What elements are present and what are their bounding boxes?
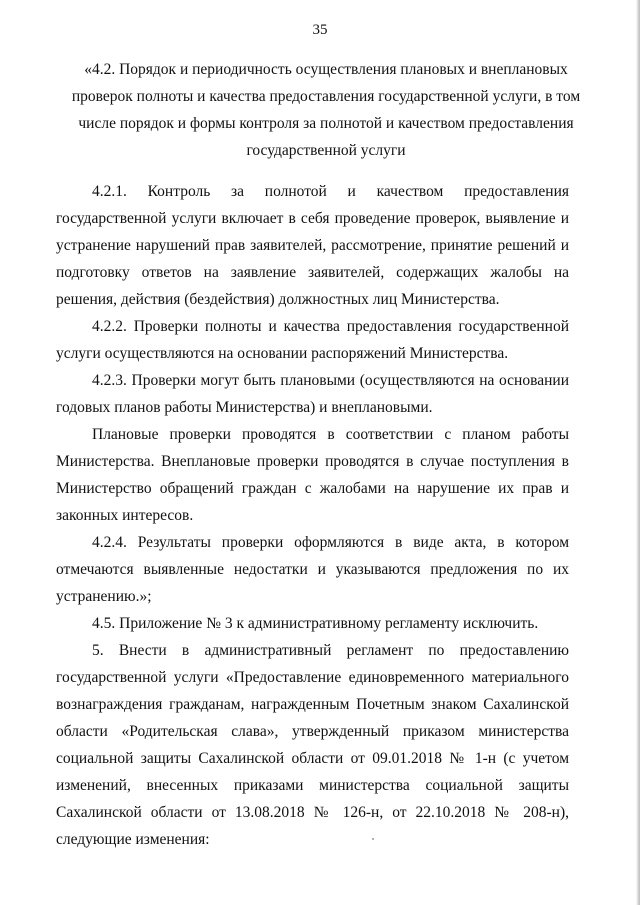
document-body xyxy=(56,178,569,853)
paragraph-4-2-3: 4.2.3. Проверки могут быть плановыми (осуществляются на основании годовых планов работы Министерства) и внеплановыми. xyxy=(56,372,569,416)
paragraph-5: 5. Внести в административный регламент по предоставлению государственной услуги «Предоставление единовременного материального вознаграждения гражданам, награжденным Почетным знаком Сахалинской области «Родительская слава», утвержденный приказом министерства социальной защиты Сахалинской области от 09.01.2018 № 1-н (с учетом изменений, внесенных приказами министерства социальной защиты Сахалинской области от 13.08.2018 № 126-н, от 22.10.2018 № 208-н), следующие изменения: xyxy=(56,642,569,848)
paragraph-4-2-4: 4.2.4. Результаты проверки оформляются в виде акта, в котором отмечаются выявленные недостатки и указываются предложения по их устранению.»; xyxy=(56,534,569,605)
page-number: 35 xyxy=(312,22,328,38)
section-heading: «4.2. Порядок и периодичность осуществления плановых и внеплановых проверок полноты и качества предоставления государственной услуги, в том числе порядок и формы контроля за полнотой и качеством предоставления государственной услуги xyxy=(71,61,581,159)
scan-edge-shadow xyxy=(636,0,640,905)
scan-speck xyxy=(372,838,374,840)
paragraph-4-5: 4.5. Приложение № 3 к административному регламенту исключить. xyxy=(92,615,539,632)
paragraph-4-2-1: 4.2.1. Контроль за полнотой и качеством предоставления государственной услуги включает в себя проведение проверок, выявление и устранение нарушений прав заявителей, рассмотрение, принятие решений и подготовку ответов на заявление заявителей, содержащих жалобы на решения, действия (бездействия) должностных лиц Министерства. xyxy=(56,183,569,308)
paragraph-planned-checks: Плановые проверки проводятся в соответствии с планом работы Министерства. Внеплановые проверки проводятся в случае поступления в Министерство обращений граждан с жалобами на нарушение их прав и законных интересов. xyxy=(56,426,569,524)
paragraph-4-2-2: 4.2.2. Проверки полноты и качества предоставления государственной услуги осуществляются на основании распоряжений Министерства. xyxy=(56,318,569,362)
